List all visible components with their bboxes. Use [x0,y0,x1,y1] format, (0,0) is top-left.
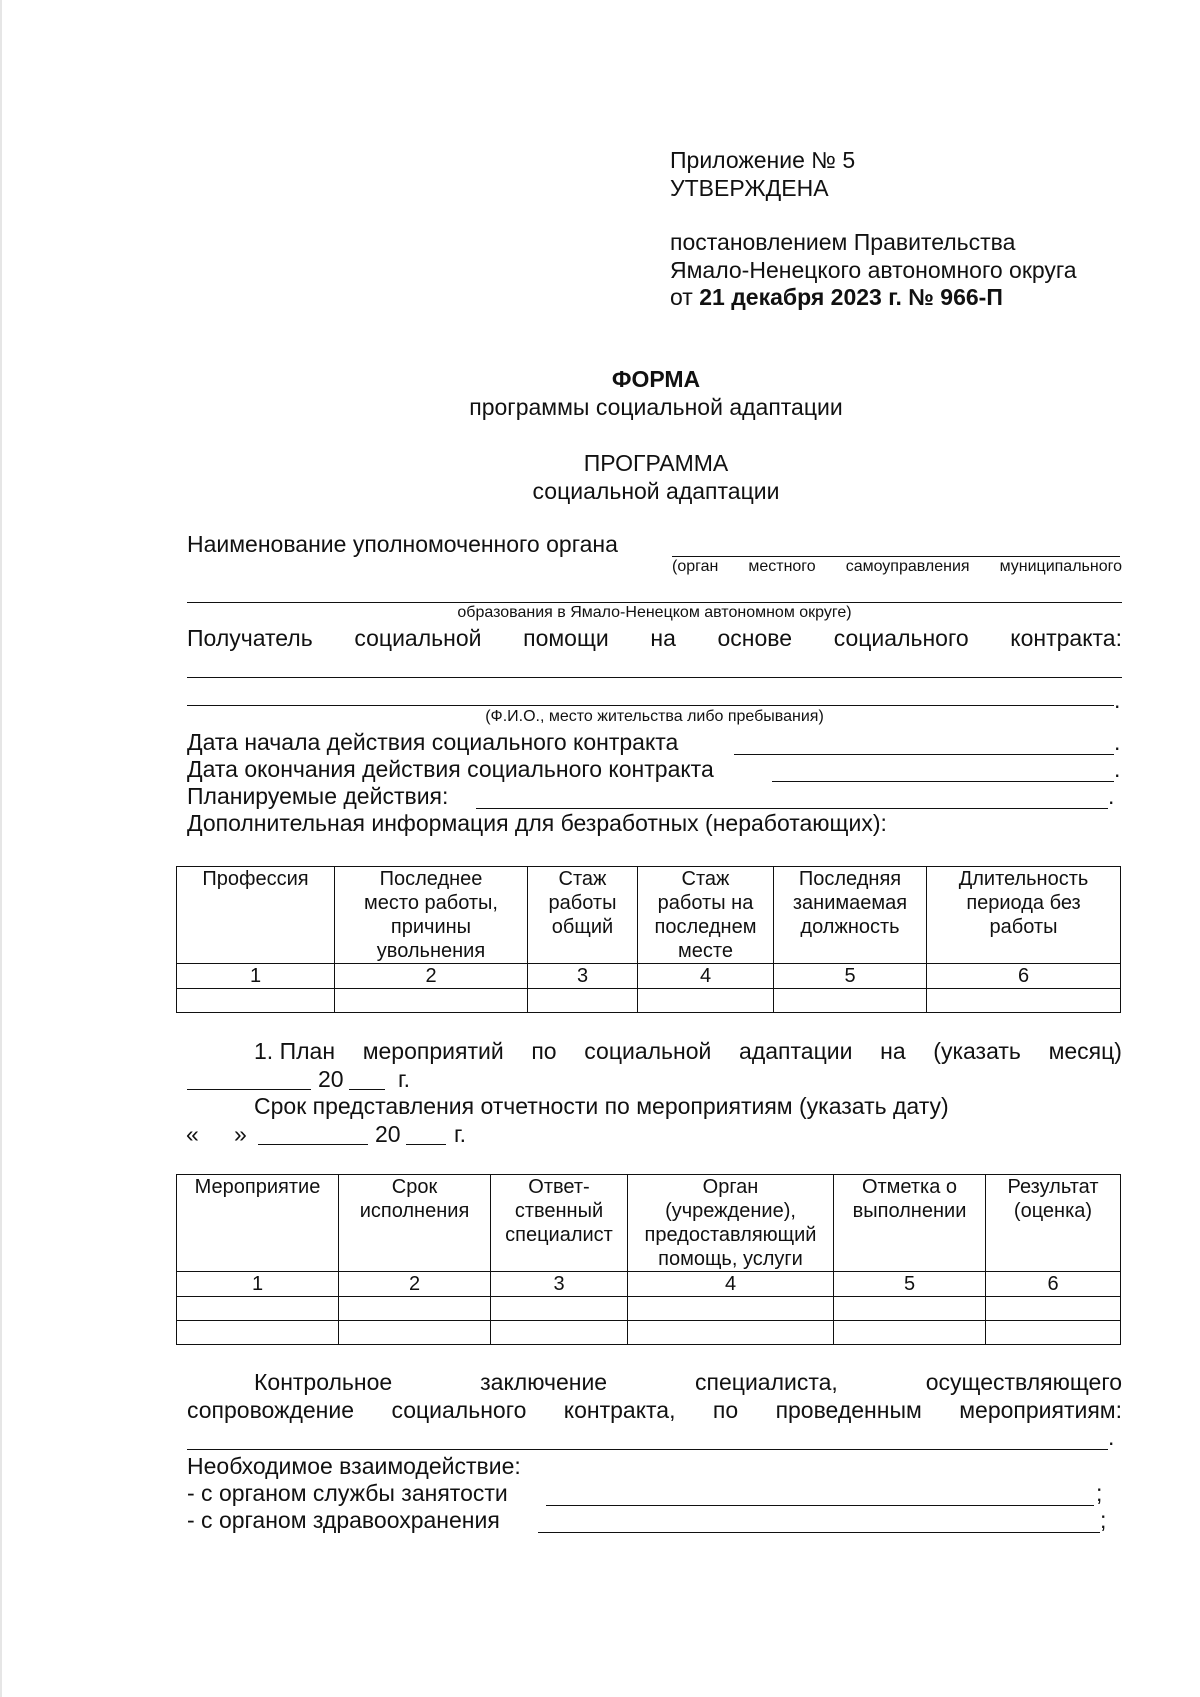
table-cell[interactable] [834,1297,986,1321]
table-row[interactable] [177,1321,1121,1345]
plan-month-field[interactable] [187,1089,311,1090]
table-cell[interactable] [339,1297,491,1321]
contract-end-field[interactable] [772,781,1114,782]
column-header: Стаж работы на последнем месте [638,867,774,964]
health-service-label: - с органом здравоохранения [187,1507,500,1533]
authority-hint-line-1: (орган местного самоуправления муниципального [672,558,1122,575]
column-header: Последняя занимаемая должность [774,867,927,964]
page-edge [0,0,2,1697]
report-year-suffix: г. [454,1121,466,1147]
table-cell[interactable] [834,1321,986,1345]
date-quote-close: » [234,1121,247,1147]
employment-service-label: - с органом службы занятости [187,1480,508,1506]
health-service-field[interactable] [538,1532,1100,1533]
authority-hint-line-2: образования в Ямало-Ненецком автономном округе) [457,604,852,621]
conclusion-dot: . [1108,1424,1115,1450]
plan-year-prefix: 20 [318,1066,344,1092]
planned-actions-dot: . [1108,783,1115,809]
program-subtitle: социальной адаптации [532,478,780,504]
extra-info-label: Дополнительная информация для безработных (неработающих): [187,810,887,836]
report-year-field[interactable] [406,1144,446,1145]
unemployed-info-table [176,866,1121,1013]
approved-label: УТВЕРЖДЕНА [670,175,829,201]
authority-label: Наименование уполномоченного органа [187,531,618,557]
column-header: Профессия [177,867,335,964]
plan-year-field[interactable] [349,1089,385,1090]
table-row[interactable] [177,989,1121,1013]
authority-blank-line-2[interactable] [187,602,1122,603]
form-subtitle: программы социальной адаптации [469,394,843,420]
authority-blank-line[interactable] [672,556,1120,557]
activities-plan-table [176,1174,1121,1345]
table-cell[interactable] [335,989,528,1013]
column-header: Длительность периода без работы [927,867,1121,964]
table-header-row [177,1175,1121,1272]
table-cell[interactable] [177,989,335,1013]
column-number: 4 [638,964,774,989]
recipient-blank-line-2[interactable] [187,705,1114,706]
column-header: Отметка о выполнении [834,1175,986,1272]
table-cell[interactable] [774,989,927,1013]
form-title: ФОРМА [611,366,701,392]
column-header: Результат (оценка) [986,1175,1121,1272]
health-semicolon: ; [1100,1507,1107,1533]
recipient-end-dot: . [1114,687,1121,713]
table-cell[interactable] [339,1321,491,1345]
column-number: 6 [986,1272,1121,1297]
contract-start-label: Дата начала действия социального контракта [187,729,679,755]
plan-heading: 1. План мероприятий по социальной адаптации на (указать месяц) [254,1038,1122,1064]
date-quote-open: « [186,1121,199,1147]
column-header: Последнее место работы, причины увольнения [335,867,528,964]
contract-end-label: Дата окончания действия социального контракта [187,756,714,782]
table-cell[interactable] [927,989,1121,1013]
column-header: Ответ- ственный специалист [491,1175,628,1272]
planned-actions-label: Планируемые действия: [187,783,449,809]
report-month-field[interactable] [258,1144,368,1145]
column-number: 6 [927,964,1121,989]
contract-start-dot: . [1114,729,1121,755]
contract-end-dot: . [1114,756,1121,782]
column-number: 3 [528,964,638,989]
employment-service-field[interactable] [546,1505,1094,1506]
column-header: Орган (учреждение), предоставляющий помощь, услуги [628,1175,834,1272]
program-title: ПРОГРАММА [583,450,729,476]
column-number: 2 [339,1272,491,1297]
column-header: Срок исполнения [339,1175,491,1272]
conclusion-line-1: Контрольное заключение специалиста, осуществляющего [254,1369,1122,1395]
table-cell[interactable] [177,1321,339,1345]
table-cell[interactable] [986,1297,1121,1321]
table-cell[interactable] [528,989,638,1013]
column-number: 5 [774,964,927,989]
column-number: 5 [834,1272,986,1297]
table-cell[interactable] [491,1297,628,1321]
table-header-row [177,867,1121,964]
table-cell[interactable] [177,1297,339,1321]
column-header: Мероприятие [177,1175,339,1272]
employment-semicolon: ; [1096,1480,1103,1506]
column-number: 3 [491,1272,628,1297]
column-number: 1 [177,1272,339,1297]
plan-year-suffix: г. [398,1066,410,1092]
table-cell[interactable] [628,1297,834,1321]
table-number-row [177,964,1121,989]
recipient-label: Получатель социальной помощи на основе социального контракта: [187,625,1122,651]
interaction-label: Необходимое взаимодействие: [187,1453,521,1479]
contract-start-field[interactable] [734,754,1114,755]
column-header: Стаж работы общий [528,867,638,964]
table-number-row [177,1272,1121,1297]
decree-date-number: 21 декабря 2023 г. № 966-П [699,284,1003,310]
decree-date [670,283,1003,311]
recipient-hint: (Ф.И.О., место жительства либо пребывания) [485,708,824,725]
conclusion-field[interactable] [187,1449,1108,1450]
decree-date-prefix: от [670,284,700,310]
report-deadline-label: Срок представления отчетности по мероприятиям (указать дату) [254,1093,949,1119]
decree-line-1: постановлением Правительства [670,229,1016,255]
table-cell[interactable] [491,1321,628,1345]
table-cell[interactable] [986,1321,1121,1345]
conclusion-line-2: сопровождение социального контракта, по проведенным мероприятиям: [187,1397,1122,1423]
table-row[interactable] [177,1297,1121,1321]
column-number: 1 [177,964,335,989]
table-cell[interactable] [638,989,774,1013]
table-cell[interactable] [628,1321,834,1345]
column-number: 2 [335,964,528,989]
report-year-prefix: 20 [375,1121,401,1147]
column-number: 4 [628,1272,834,1297]
recipient-blank-line-1[interactable] [187,677,1122,678]
appendix-number: Приложение № 5 [670,147,856,173]
decree-line-2: Ямало-Ненецкого автономного округа [670,257,1077,283]
